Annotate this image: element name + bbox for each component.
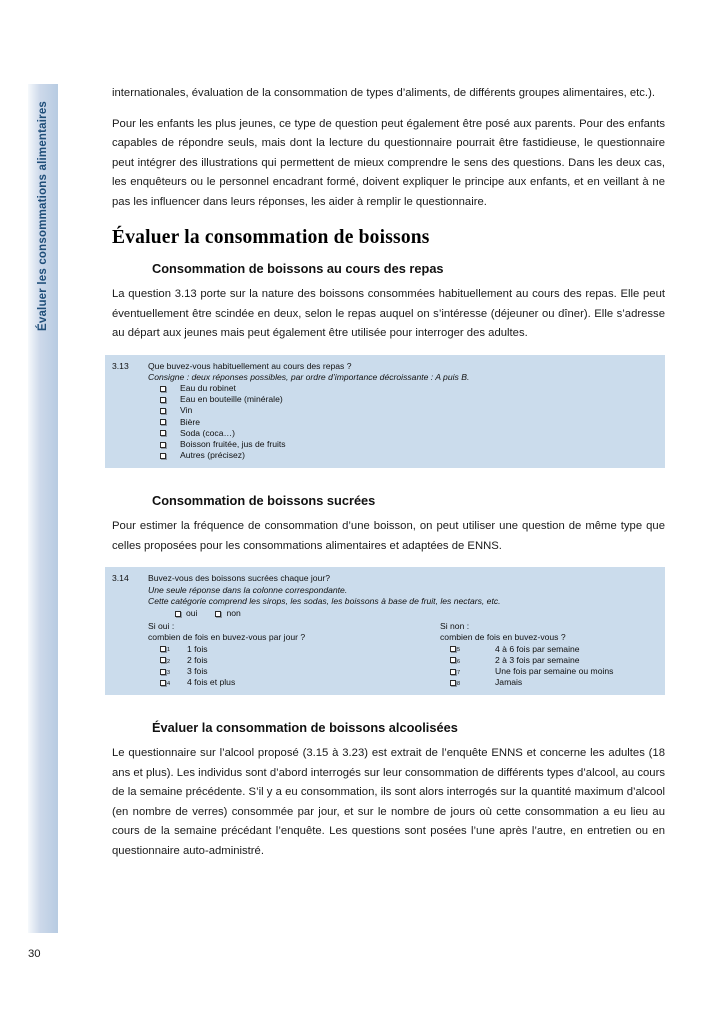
checkbox-index: 8 [457, 680, 461, 687]
checkbox-icon [160, 408, 166, 414]
checkbox-icon [160, 453, 166, 459]
checkbox-index: 4 [167, 680, 171, 687]
option-row [160, 417, 657, 428]
oui-non-row [175, 608, 657, 619]
column-header: Si oui : [148, 621, 175, 632]
answer-label: Jamais [495, 677, 523, 688]
answer-row [160, 655, 440, 666]
answer-row [160, 666, 440, 677]
answer-label: 2 fois [187, 654, 208, 665]
checkbox-icon [215, 611, 221, 617]
answer-row [450, 644, 657, 655]
main-content [112, 84, 665, 872]
option-label: Autres (précisez) [180, 450, 245, 461]
option-row [160, 405, 657, 416]
answer-label: Une fois par semaine ou moins [495, 665, 614, 676]
checkbox-icon [160, 419, 166, 425]
question-consigne: Consigne : deux réponses possibles, par ordre d’importance décroissante : A puis B. [148, 371, 470, 382]
subsection-title-alcool: Évaluer la consommation de boissons alcoolisées [152, 720, 458, 736]
checkbox-icon [160, 680, 166, 686]
option-label: Eau en bouteille (minérale) [180, 394, 283, 405]
checkbox-index: 1 [167, 647, 171, 654]
option-label: Bière [180, 416, 201, 427]
checkbox-icon [160, 430, 166, 436]
checkbox-icon [160, 646, 166, 652]
answer-label: 1 fois [187, 643, 208, 654]
checkbox-icon [160, 397, 166, 403]
question-note: Une seule réponse dans la colonne correspondante. [148, 584, 348, 595]
column-subheader: combien de fois en buvez-vous par jour ? [148, 632, 306, 643]
answer-label: 4 fois et plus [187, 677, 236, 688]
answer-columns [148, 621, 657, 688]
answer-row [160, 677, 440, 688]
checkbox-index: 5 [457, 647, 461, 654]
answer-label: 2 à 3 fois par semaine [495, 654, 580, 665]
option-row [160, 439, 657, 450]
column-si-oui [148, 621, 440, 688]
paragraph-sucrees: Pour estimer la fréquence de consommation d’une boisson, on peut utiliser une question de même type que celles proposées pour les consommations alimentaires et adaptées de ENNS. [112, 520, 665, 552]
answer-label: 4 à 6 fois par semaine [495, 643, 580, 654]
non-label: non [226, 607, 241, 618]
option-label: Eau du robinet [180, 382, 236, 393]
answer-row [450, 655, 657, 666]
checkbox-index: 3 [167, 669, 171, 676]
paragraph-repas: La question 3.13 porte sur la nature des boissons consommées habituellement au cours des repas. Elle peut éventuellement être scindée en deux, selon le repas auquel on s’intéresse (déjeuner ou dîner). Elle s’adresse au départ aux jeunes mais peut également être utilisée pour interroger des adultes. [112, 288, 665, 339]
checkbox-icon [450, 680, 456, 686]
checkbox-icon [450, 657, 456, 663]
checkbox-icon [160, 657, 166, 663]
sidebar-chapter-label: Évaluer les consommations alimentaires [37, 100, 49, 331]
checkbox-icon [160, 669, 166, 675]
subsection-title-sucrees: Consommation de boissons sucrées [152, 493, 376, 509]
paragraph-intro-continuation: internationales, évaluation de la consommation de types d’aliments, de différents groupes alimentaires, etc.). [112, 87, 655, 99]
option-label: Boisson fruitée, jus de fruits [180, 438, 286, 449]
checkbox-index: 6 [457, 658, 461, 665]
option-row [160, 428, 657, 439]
checkbox-icon [160, 442, 166, 448]
checkbox-icon [450, 646, 456, 652]
answer-row [450, 677, 657, 688]
column-si-non [440, 621, 657, 688]
question-text: Que buvez-vous habituellement au cours des repas ? [148, 360, 352, 371]
checkbox-icon [175, 611, 181, 617]
oui-label: oui [186, 607, 198, 618]
checkbox-index: 7 [457, 669, 461, 676]
option-label: Vin [180, 405, 193, 416]
question-text: Buvez-vous des boissons sucrées chaque jour? [148, 573, 331, 584]
column-subheader: combien de fois en buvez-vous ? [440, 632, 566, 643]
section-title: Évaluer la consommation de boissons [112, 227, 430, 248]
paragraph-enfants: Pour les enfants les plus jeunes, ce type de question peut également être posé aux parents. Pour des enfants capables de répondre seuls, mais dont la lecture du questionnaire pourrait être fastidieuse, le questionnaire peut intégrer des illustrations qui permettent de mieux comprendre le sens des questions. Dans les deux cas, les enquêteurs ou le personnel encadrant formé, doivent expliquer le principe aux enfants, et en veillant à ne pas les influencer dans leurs réponses, les aider à remplir le questionnaire. [112, 117, 665, 208]
column-header: Si non : [440, 621, 470, 632]
option-row [160, 394, 657, 405]
option-row [160, 450, 657, 461]
answer-row [160, 644, 440, 655]
question-box-3-13 [105, 355, 665, 469]
question-note: Cette catégorie comprend les sirops, les sodas, les boissons à base de fruit, les nectars, etc. [148, 595, 501, 606]
checkbox-index: 2 [167, 658, 171, 665]
checkbox-icon [160, 386, 166, 392]
option-row [160, 383, 657, 394]
question-number: 3.14 [112, 573, 129, 584]
question-box-3-14 [105, 567, 665, 695]
answer-label: 3 fois [187, 665, 208, 676]
page-number: 30 [28, 948, 41, 960]
subsection-title-repas: Consommation de boissons au cours des repas [152, 261, 444, 276]
question-number: 3.13 [112, 360, 129, 371]
answer-row [450, 666, 657, 677]
checkbox-icon [450, 669, 456, 675]
option-label: Soda (coca…) [180, 427, 235, 438]
paragraph-alcool: Le questionnaire sur l’alcool proposé (3.15 à 3.23) est extrait de l’enquête ENNS et concerne les adultes (18 ans et plus). Les individus sont d’abord interrogés sur leur consommation de différents types d’alcool, au cours de la semaine précédente. S’il y a eu consommation, ils sont alors interrogés sur la quantité maximum d’alcool (en nombre de verres) consommée par jour, et sur le nombre de jours où cette consommation a eu lieu au cours de la semaine précédant l’enquête. Les questions sont posées l’une après l’autre, en entretien ou en questionnaire auto-administré. [112, 747, 665, 857]
